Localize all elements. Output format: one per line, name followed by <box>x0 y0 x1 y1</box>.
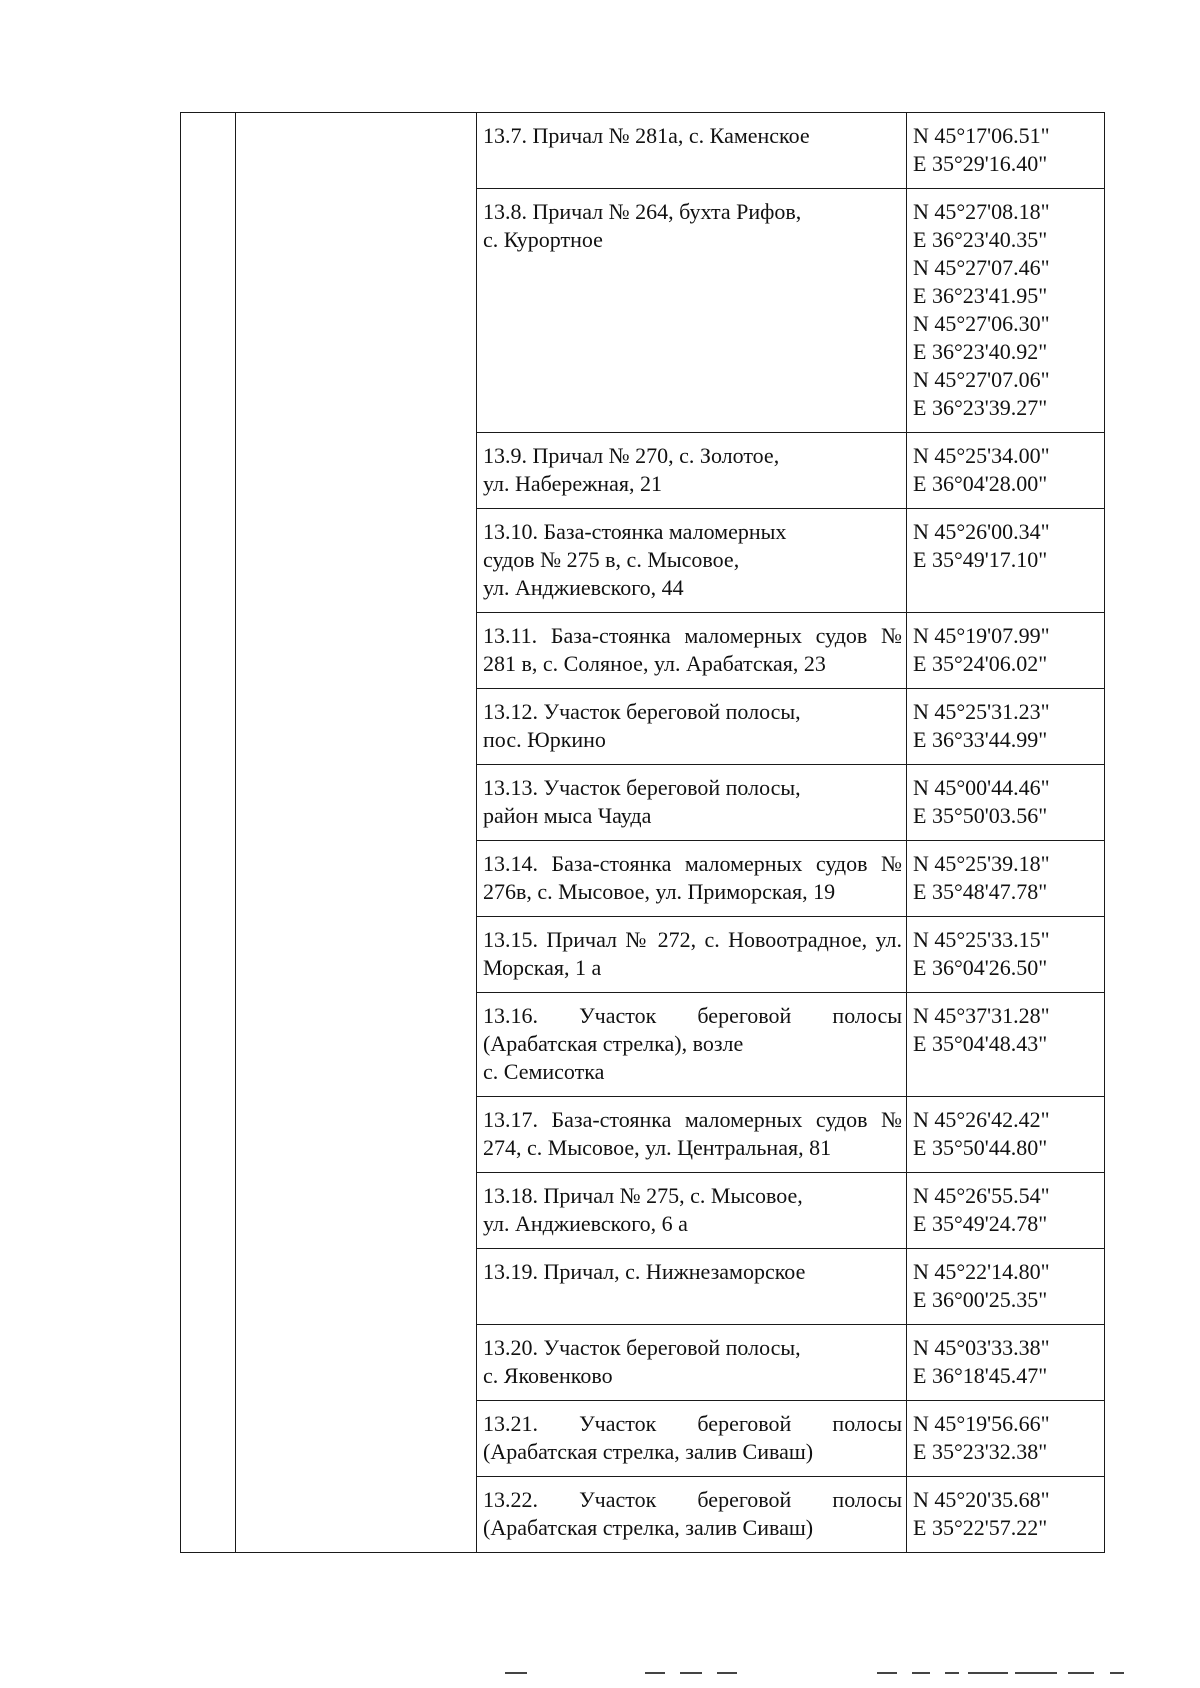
coordinate-value: N 45°19'07.99" <box>913 623 1050 648</box>
location-text: пос. Юркино <box>483 727 606 752</box>
location-text: ул. Анджиевского, 44 <box>483 575 684 600</box>
scan-edge-marks <box>0 1672 1200 1678</box>
coordinates-cell <box>907 189 1105 433</box>
coordinate-value: E 36°23'40.92" <box>913 339 1048 364</box>
location-cell <box>477 1097 907 1173</box>
location-text: 13.21. Участок береговой полосы (Арабатская стрелка, залив Сиваш) <box>483 1411 902 1464</box>
coordinate-value: E 36°33'44.99" <box>913 727 1048 752</box>
location-text: 13.20. Участок береговой полосы, <box>483 1335 801 1360</box>
coordinate-value: N 45°25'34.00" <box>913 443 1050 468</box>
coordinate-value: E 35°04'48.43" <box>913 1031 1048 1056</box>
location-text: 13.10. База-стоянка маломерных <box>483 519 787 544</box>
coordinate-value: N 45°27'08.18" <box>913 199 1050 224</box>
location-text: с. Семисотка <box>483 1059 605 1084</box>
coordinates-cell <box>907 841 1105 917</box>
location-cell <box>477 1173 907 1249</box>
location-text: с. Курортное <box>483 227 603 252</box>
coordinates-cell <box>907 689 1105 765</box>
location-text: с. Яковенково <box>483 1363 613 1388</box>
coordinate-value: N 45°19'56.66" <box>913 1411 1050 1436</box>
coordinate-value: N 45°37'31.28" <box>913 1003 1050 1028</box>
table-body <box>181 113 1105 1553</box>
coordinates-cell <box>907 1173 1105 1249</box>
coordinate-value: E 35°49'24.78" <box>913 1211 1048 1236</box>
coordinates-cell <box>907 1477 1105 1553</box>
coordinate-value: N 45°25'31.23" <box>913 699 1050 724</box>
location-cell <box>477 1325 907 1401</box>
location-text: ул. Анджиевского, 6 а <box>483 1211 688 1236</box>
location-text: 13.14. База-стоянка маломерных судов № 276в, с. Мысовое, ул. Приморская, 19 <box>483 851 902 904</box>
coordinates-cell <box>907 993 1105 1097</box>
coordinate-value: E 36°23'40.35" <box>913 227 1048 252</box>
location-text: 13.11. База-стоянка маломерных судов № 281 в, с. Соляное, ул. Арабатская, 23 <box>483 623 902 676</box>
coordinates-cell <box>907 917 1105 993</box>
location-cell <box>477 509 907 613</box>
location-text: 13.9. Причал № 270, с. Золотое, <box>483 443 780 468</box>
coordinate-value: N 45°00'44.46" <box>913 775 1050 800</box>
coordinate-value: E 35°22'57.22" <box>913 1515 1048 1540</box>
location-text: 13.22. Участок береговой полосы (Арабатская стрелка, залив Сиваш) <box>483 1487 902 1540</box>
coordinate-value: E 35°49'17.10" <box>913 547 1048 572</box>
location-text: 13.19. Причал, с. Нижнезаморское <box>483 1259 806 1284</box>
coordinate-value: E 36°04'26.50" <box>913 955 1048 980</box>
coordinate-value: N 45°20'35.68" <box>913 1487 1050 1512</box>
coordinate-value: N 45°27'07.46" <box>913 255 1050 280</box>
location-text: 13.12. Участок береговой полосы, <box>483 699 801 724</box>
coordinate-value: N 45°27'06.30" <box>913 311 1050 336</box>
coordinate-value: N 45°27'07.06" <box>913 367 1050 392</box>
coordinate-value: E 35°48'47.78" <box>913 879 1048 904</box>
location-text: судов № 275 в, с. Мысовое, <box>483 547 740 572</box>
location-text: 13.8. Причал № 264, бухта Рифов, <box>483 199 802 224</box>
coordinate-value: N 45°17'06.51" <box>913 123 1050 148</box>
location-text: 13.13. Участок береговой полосы, <box>483 775 801 800</box>
coordinate-value: E 35°50'03.56" <box>913 803 1048 828</box>
coordinate-value: E 36°18'45.47" <box>913 1363 1048 1388</box>
coordinate-value: N 45°25'39.18" <box>913 851 1050 876</box>
location-cell <box>477 433 907 509</box>
table-row <box>181 113 1105 189</box>
location-cell <box>477 917 907 993</box>
coordinates-cell <box>907 1401 1105 1477</box>
location-cell <box>477 1249 907 1325</box>
coordinate-value: N 45°25'33.15" <box>913 927 1050 952</box>
coordinate-value: E 35°24'06.02" <box>913 651 1048 676</box>
location-cell <box>477 841 907 917</box>
coordinate-value: E 35°50'44.80" <box>913 1135 1048 1160</box>
coordinate-value: N 45°26'00.34" <box>913 519 1050 544</box>
coordinates-table <box>180 112 1105 1553</box>
coordinates-cell <box>907 509 1105 613</box>
location-text: 13.16. Участок береговой полосы (Арабатская стрелка), возле <box>483 1003 902 1056</box>
coordinates-cell <box>907 433 1105 509</box>
location-text: 13.17. База-стоянка маломерных судов № 274, с. Мысовое, ул. Центральная, 81 <box>483 1107 902 1160</box>
location-cell <box>477 765 907 841</box>
location-text: 13.15. Причал № 272, с. Новоотрадное, ул. Морская, 1 а <box>483 927 902 980</box>
coordinate-value: N 45°26'55.54" <box>913 1183 1050 1208</box>
location-text: ул. Набережная, 21 <box>483 471 662 496</box>
location-cell <box>477 689 907 765</box>
coordinate-value: N 45°03'33.38" <box>913 1335 1050 1360</box>
location-cell <box>477 1477 907 1553</box>
number-column-cell <box>181 113 236 1553</box>
location-cell <box>477 113 907 189</box>
coordinate-value: E 35°29'16.40" <box>913 151 1048 176</box>
coordinate-value: E 36°23'39.27" <box>913 395 1048 420</box>
coordinate-value: N 45°22'14.80" <box>913 1259 1050 1284</box>
coordinate-value: E 36°23'41.95" <box>913 283 1048 308</box>
coordinates-cell <box>907 613 1105 689</box>
location-text: 13.7. Причал № 281а, с. Каменское <box>483 123 810 148</box>
location-text: район мыса Чауда <box>483 803 652 828</box>
coordinate-value: N 45°26'42.42" <box>913 1107 1050 1132</box>
coordinates-cell <box>907 1249 1105 1325</box>
coordinates-cell <box>907 113 1105 189</box>
location-text: 13.18. Причал № 275, с. Мысовое, <box>483 1183 803 1208</box>
name-column-cell <box>236 113 477 1553</box>
coordinate-value: E 35°23'32.38" <box>913 1439 1048 1464</box>
location-cell <box>477 1401 907 1477</box>
location-cell <box>477 613 907 689</box>
coordinates-cell <box>907 765 1105 841</box>
location-cell <box>477 993 907 1097</box>
coordinates-cell <box>907 1097 1105 1173</box>
coordinates-cell <box>907 1325 1105 1401</box>
coordinate-value: E 36°00'25.35" <box>913 1287 1048 1312</box>
location-cell <box>477 189 907 433</box>
coordinate-value: E 36°04'28.00" <box>913 471 1048 496</box>
